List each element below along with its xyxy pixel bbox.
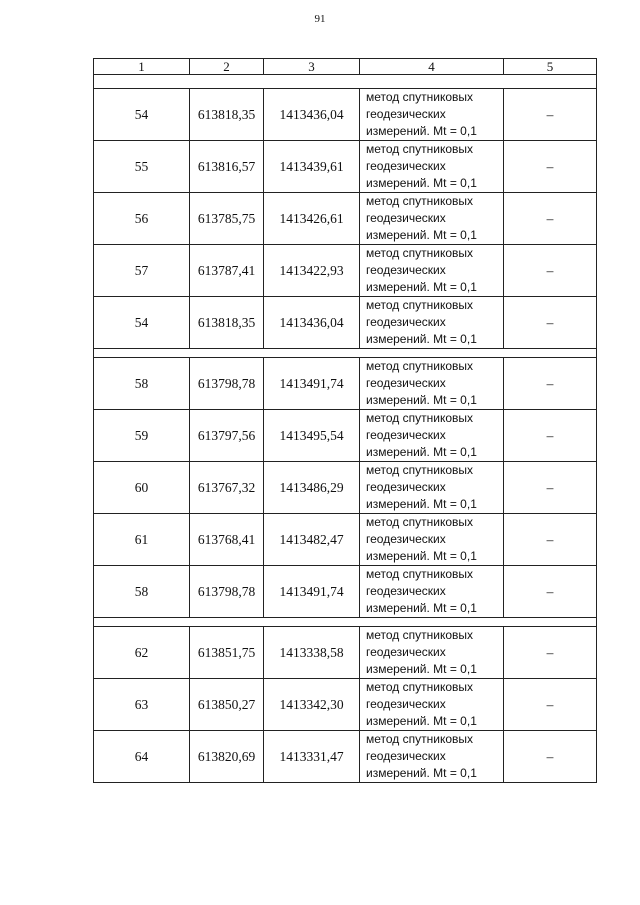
method-cell bbox=[360, 297, 504, 349]
header-col-5: 5 bbox=[504, 59, 597, 75]
table-row bbox=[94, 358, 597, 410]
point-number-cell: 55 bbox=[94, 141, 190, 193]
method-text-line: измерений. Mt = 0,1 bbox=[366, 766, 477, 780]
note-cell: – bbox=[504, 462, 597, 514]
point-number-cell: 58 bbox=[94, 358, 190, 410]
method-text-line: геодезических bbox=[366, 376, 446, 390]
group-separator-row bbox=[94, 349, 597, 358]
method-text-line: геодезических bbox=[366, 749, 446, 763]
method-cell bbox=[360, 245, 504, 297]
note-cell: – bbox=[504, 514, 597, 566]
method-cell bbox=[360, 679, 504, 731]
header-col-3: 3 bbox=[264, 59, 360, 75]
table-row bbox=[94, 514, 597, 566]
method-text-line: метод спутниковых bbox=[366, 246, 474, 260]
table-row bbox=[94, 627, 597, 679]
x-coordinate-cell: 613785,75 bbox=[190, 193, 264, 245]
x-coordinate-cell: 613787,41 bbox=[190, 245, 264, 297]
x-coordinate-cell: 613850,27 bbox=[190, 679, 264, 731]
point-number-cell: 56 bbox=[94, 193, 190, 245]
method-text-line: измерений. Mt = 0,1 bbox=[366, 445, 477, 459]
method-text-line: метод спутниковых bbox=[366, 142, 474, 156]
method-text-line: измерений. Mt = 0,1 bbox=[366, 497, 477, 511]
table-body bbox=[94, 75, 597, 783]
x-coordinate-cell: 613818,35 bbox=[190, 89, 264, 141]
method-text-line: измерений. Mt = 0,1 bbox=[366, 332, 477, 346]
method-text-line: измерений. Mt = 0,1 bbox=[366, 714, 477, 728]
x-coordinate-cell: 613818,35 bbox=[190, 297, 264, 349]
method-text-line: метод спутниковых bbox=[366, 359, 474, 373]
method-text-line: геодезических bbox=[366, 584, 446, 598]
x-coordinate-cell: 613767,32 bbox=[190, 462, 264, 514]
point-number-cell: 54 bbox=[94, 297, 190, 349]
method-text-line: геодезических bbox=[366, 315, 446, 329]
x-coordinate-cell: 613798,78 bbox=[190, 358, 264, 410]
method-text-line: метод спутниковых bbox=[366, 732, 474, 746]
point-number-cell: 60 bbox=[94, 462, 190, 514]
y-coordinate-cell: 1413486,29 bbox=[264, 462, 360, 514]
note-cell: – bbox=[504, 627, 597, 679]
table-row bbox=[94, 679, 597, 731]
table-row bbox=[94, 141, 597, 193]
method-text-line: геодезических bbox=[366, 211, 446, 225]
method-cell bbox=[360, 193, 504, 245]
method-text-line: метод спутниковых bbox=[366, 411, 474, 425]
group-separator-cell bbox=[94, 618, 597, 627]
group-separator-cell bbox=[94, 75, 597, 89]
note-cell: – bbox=[504, 410, 597, 462]
y-coordinate-cell: 1413436,04 bbox=[264, 89, 360, 141]
point-number-cell: 61 bbox=[94, 514, 190, 566]
method-cell bbox=[360, 410, 504, 462]
y-coordinate-cell: 1413426,61 bbox=[264, 193, 360, 245]
y-coordinate-cell: 1413342,30 bbox=[264, 679, 360, 731]
method-text-line: метод спутниковых bbox=[366, 567, 474, 581]
y-coordinate-cell: 1413491,74 bbox=[264, 358, 360, 410]
method-text-line: геодезических bbox=[366, 697, 446, 711]
method-cell bbox=[360, 358, 504, 410]
method-text-line: измерений. Mt = 0,1 bbox=[366, 124, 477, 138]
point-number-cell: 59 bbox=[94, 410, 190, 462]
table-row bbox=[94, 566, 597, 618]
note-cell: – bbox=[504, 245, 597, 297]
method-text-line: измерений. Mt = 0,1 bbox=[366, 393, 477, 407]
header-col-1: 1 bbox=[94, 59, 190, 75]
header-col-2: 2 bbox=[190, 59, 264, 75]
table-row bbox=[94, 89, 597, 141]
y-coordinate-cell: 1413482,47 bbox=[264, 514, 360, 566]
method-text-line: геодезических bbox=[366, 480, 446, 494]
table-row bbox=[94, 462, 597, 514]
note-cell: – bbox=[504, 297, 597, 349]
method-cell bbox=[360, 462, 504, 514]
x-coordinate-cell: 613798,78 bbox=[190, 566, 264, 618]
method-text-line: измерений. Mt = 0,1 bbox=[366, 662, 477, 676]
method-cell bbox=[360, 141, 504, 193]
method-text-line: геодезических bbox=[366, 107, 446, 121]
table-row bbox=[94, 297, 597, 349]
method-cell bbox=[360, 89, 504, 141]
method-text-line: измерений. Mt = 0,1 bbox=[366, 549, 477, 563]
note-cell: – bbox=[504, 89, 597, 141]
method-text-line: геодезических bbox=[366, 159, 446, 173]
coordinates-table bbox=[93, 58, 597, 783]
note-cell: – bbox=[504, 679, 597, 731]
method-text-line: метод спутниковых bbox=[366, 298, 474, 312]
method-text-line: геодезических bbox=[366, 532, 446, 546]
page-number: 91 bbox=[314, 13, 326, 25]
group-separator-row bbox=[94, 618, 597, 627]
x-coordinate-cell: 613797,56 bbox=[190, 410, 264, 462]
x-coordinate-cell: 613816,57 bbox=[190, 141, 264, 193]
method-cell bbox=[360, 627, 504, 679]
table-row bbox=[94, 731, 597, 783]
x-coordinate-cell: 613851,75 bbox=[190, 627, 264, 679]
point-number-cell: 54 bbox=[94, 89, 190, 141]
method-text-line: метод спутниковых bbox=[366, 515, 474, 529]
group-separator-row bbox=[94, 75, 597, 89]
point-number-cell: 62 bbox=[94, 627, 190, 679]
method-text-line: метод спутниковых bbox=[366, 194, 474, 208]
point-number-cell: 57 bbox=[94, 245, 190, 297]
method-text-line: метод спутниковых bbox=[366, 463, 474, 477]
point-number-cell: 63 bbox=[94, 679, 190, 731]
header-row bbox=[94, 59, 597, 75]
point-number-cell: 58 bbox=[94, 566, 190, 618]
note-cell: – bbox=[504, 193, 597, 245]
note-cell: – bbox=[504, 358, 597, 410]
y-coordinate-cell: 1413439,61 bbox=[264, 141, 360, 193]
y-coordinate-cell: 1413436,04 bbox=[264, 297, 360, 349]
header-col-4: 4 bbox=[360, 59, 504, 75]
y-coordinate-cell: 1413331,47 bbox=[264, 731, 360, 783]
y-coordinate-cell: 1413338,58 bbox=[264, 627, 360, 679]
y-coordinate-cell: 1413422,93 bbox=[264, 245, 360, 297]
x-coordinate-cell: 613820,69 bbox=[190, 731, 264, 783]
table-row bbox=[94, 245, 597, 297]
method-cell bbox=[360, 731, 504, 783]
note-cell: – bbox=[504, 566, 597, 618]
method-text-line: измерений. Mt = 0,1 bbox=[366, 601, 477, 615]
method-text-line: геодезических bbox=[366, 645, 446, 659]
table-row bbox=[94, 193, 597, 245]
group-separator-cell bbox=[94, 349, 597, 358]
point-number-cell: 64 bbox=[94, 731, 190, 783]
note-cell: – bbox=[504, 141, 597, 193]
method-cell bbox=[360, 566, 504, 618]
method-text-line: измерений. Mt = 0,1 bbox=[366, 280, 477, 294]
y-coordinate-cell: 1413495,54 bbox=[264, 410, 360, 462]
method-text-line: геодезических bbox=[366, 428, 446, 442]
y-coordinate-cell: 1413491,74 bbox=[264, 566, 360, 618]
method-text-line: метод спутниковых bbox=[366, 90, 474, 104]
method-text-line: метод спутниковых bbox=[366, 628, 474, 642]
method-cell bbox=[360, 514, 504, 566]
table-row bbox=[94, 410, 597, 462]
method-text-line: метод спутниковых bbox=[366, 680, 474, 694]
method-text-line: измерений. Mt = 0,1 bbox=[366, 228, 477, 242]
x-coordinate-cell: 613768,41 bbox=[190, 514, 264, 566]
method-text-line: геодезических bbox=[366, 263, 446, 277]
method-text-line: измерений. Mt = 0,1 bbox=[366, 176, 477, 190]
note-cell: – bbox=[504, 731, 597, 783]
